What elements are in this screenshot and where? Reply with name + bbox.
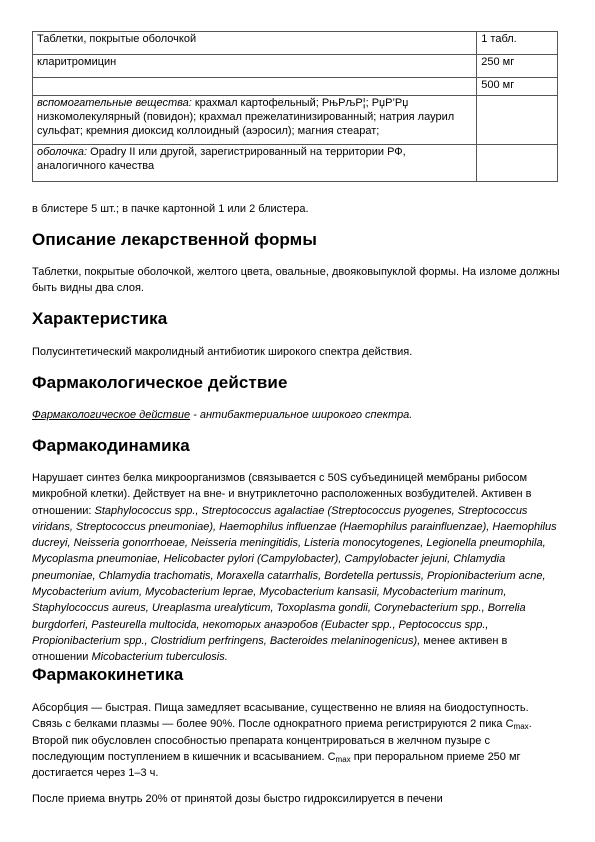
table-cell xyxy=(33,145,477,182)
table-row xyxy=(33,145,558,182)
coating-text: Opadry II или другой, зарегистрированный на территории РФ, аналогичного качества xyxy=(37,146,406,172)
section-title-pharm-action: Фармакологическое действие xyxy=(32,373,288,392)
table-cell xyxy=(477,96,558,145)
pharmacokinetics-text xyxy=(32,700,562,781)
excipients-label: вспомогательные вещества: xyxy=(37,97,192,109)
dosage-form-text: Таблетки, покрытые оболочкой, желтого цвета, овальные, двояковыпуклой формы. На изломе должны быть видны два слоя. xyxy=(32,266,560,295)
composition-table xyxy=(32,31,558,182)
table-cell xyxy=(33,78,477,96)
table-cell: Таблетки, покрытые оболочкой xyxy=(33,32,477,55)
table-row xyxy=(33,55,558,78)
table-row xyxy=(33,78,558,96)
table-cell: 1 табл. xyxy=(477,32,558,55)
pk-sub-2: max xyxy=(335,754,351,764)
packaging-text: в блистере 5 шт.; в пачке картонной 1 или 2 блистера. xyxy=(32,203,309,215)
table-row xyxy=(33,32,558,55)
pd-last: Micobacterium tuberculosis. xyxy=(91,651,228,664)
pd-organisms: Staphylococcus spp., Streptococcus agalactiae (Streptococcus pyogenes, Streptococcus viridans, Streptococcus pneumoniae), Haemophilus influenzae (Haemophilus parainfluenzae), Haemophilus ducreyi, Neisseria gonorrhoeae, Neisseria meningitidis, Listeria monocytogenes, Legionella pneumophila, Mycoplasma pneumoniae, Helicobacter pylori (Campylobacter), Campylobacter jejuni, Chlamydia pneumoniae, Chlamydia trachomatis, Moraxella catarrhalis, Bordetella pertussis, Propionibacterium acne, Mycobacterium avium, Mycobacterium leprae, Mycobacterium kansasii, Mycobacterium marinum, Staphylococcus aureus, Ureaplasma urealyticum, Toxoplasma gondii, Corynebacterium spp., Borrelia burgdorferi, Pasteurella multocida, некоторых анаэробов (Eubacter spp., Peptococcus spp., Propionibacterium spp., Clostridium perfringens, Bacteroides melaninogenicus), xyxy=(32,504,557,647)
excipients-text: крахмал картофельный; РњРљР¦; РџР’Рџ низкомолекулярный (повидон); крахмал прежелатинизированный; натрия лаурил сульфат; кремния диоксид коллоидный (аэросил); магния стеарат; xyxy=(37,97,455,137)
coating-label: оболочка: xyxy=(37,146,88,158)
pk-part-b: . Второй пик обусловлен способностью препарата концентрироваться в желчном пузыре с последующим поступлением в кишечник и всасыванием. C xyxy=(32,718,532,763)
pharmacokinetics-text-2: После приема внутрь 20% от принятой дозы быстро гидроксилируется в печени xyxy=(32,793,443,805)
pharm-action-link[interactable]: Фармакологическое действие xyxy=(32,409,191,421)
table-cell xyxy=(33,96,477,145)
pharmacodynamics-text xyxy=(32,470,562,666)
pd-intro: Нарушает синтез белка микроорганизмов (связывается с 50S субъединицей мембраны рибосом микробной клетки). Действует на вне- и внутриклеточно расположенных возбудителей. Активен в отношении: xyxy=(32,472,532,517)
table-cell: 250 мг xyxy=(477,55,558,78)
pk-part-a: Абсорбция — быстрая. Пища замедляет всасывание, существенно не влияя на биодоступность. Связь с белками плазмы — более 90%. После однократного приема регистрируются 2 пика C xyxy=(32,702,529,731)
pd-outro: менее активен в отношении xyxy=(32,634,508,664)
table-cell xyxy=(477,145,558,182)
section-title-pharmacodynamics: Фармакодинамика xyxy=(32,436,190,455)
characteristics-text: Полусинтетический макролидный антибиотик широкого спектра действия. xyxy=(32,346,413,358)
table-cell: 500 мг xyxy=(477,78,558,96)
section-title-characteristics: Характеристика xyxy=(32,309,168,328)
pk-sub-1: max xyxy=(513,722,529,732)
pk-part-c: при пероральном приеме 250 мг достигается через 1–3 ч. xyxy=(32,750,521,780)
table-cell: кларитромицин xyxy=(33,55,477,78)
section-title-pharmacokinetics: Фармакокинетика xyxy=(32,665,184,684)
pharm-action-desc: - антибактериальное широкого спектра. xyxy=(190,409,413,421)
pharm-action-text xyxy=(32,407,562,423)
section-title-dosage-form: Описание лекарственной формы xyxy=(32,230,317,249)
table-row xyxy=(33,96,558,145)
